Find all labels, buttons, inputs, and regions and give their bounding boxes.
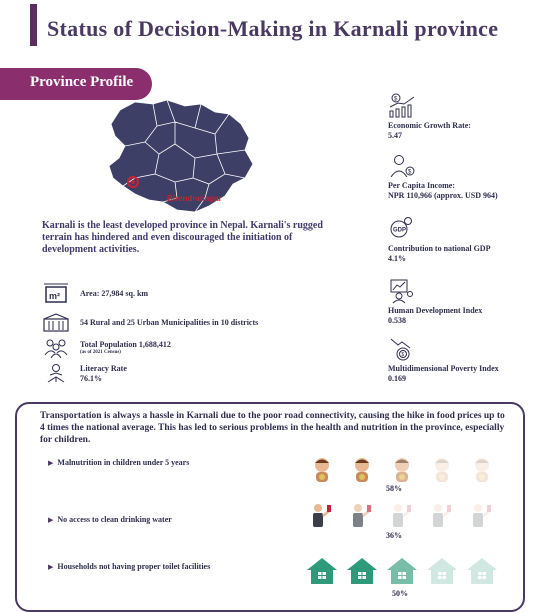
stat-gdp [388, 216, 538, 264]
stat-municipalities [42, 311, 258, 335]
stat-gdp-value: 4.1% [388, 254, 406, 263]
growth-chart-icon [388, 93, 418, 119]
svg-text:$: $ [401, 352, 405, 358]
indicator-malnutrition [48, 458, 218, 468]
person-income-icon [388, 153, 418, 179]
house-icon [422, 554, 462, 588]
icons-row-toilet [302, 554, 502, 588]
house-icon [462, 554, 502, 588]
indicator-value-malnutrition: 58% [386, 484, 402, 493]
area-m2-icon [42, 282, 70, 306]
stat-area [42, 282, 148, 306]
title-accent-bar [30, 4, 37, 46]
stat-population-sub: (as of 2021 Census) [80, 350, 121, 355]
province-profile-tab: Province Profile [0, 68, 152, 100]
stat-municipalities-text: 54 Rural and 25 Urban Municipalities in 10 districts [80, 318, 259, 327]
stat-hdi-label: Human Development Index [388, 306, 483, 315]
indicator-label: Households not having proper toilet facilities [57, 562, 211, 571]
indicator-label: No access to clean drinking water [57, 515, 172, 524]
child-icon [382, 454, 422, 488]
drinking-water-icon [382, 500, 422, 534]
house-icon [302, 554, 342, 588]
svg-text:GDP: GDP [393, 227, 407, 234]
drinking-water-icon [462, 500, 502, 534]
indicator-toilet [48, 562, 218, 572]
page-title: Status of Decision-Making in Karnali province [47, 16, 499, 41]
stat-literacy [42, 362, 127, 386]
child-icon [462, 454, 502, 488]
reader-icon [42, 362, 70, 386]
intro-text: Karnali is the least developed province in Nepal. Karnali's rugged terrain has hindered and even discouraged the initiation of development activities. [42, 220, 323, 255]
child-icon [342, 454, 382, 488]
stat-literacy-label: Literacy Rate [80, 364, 127, 373]
stat-poverty-label: Multidimensional Poverty Index [388, 364, 499, 373]
map-label-birendranagar: Birendranagar [167, 194, 222, 203]
svg-text:$: $ [408, 169, 412, 176]
gdp-icon [388, 216, 418, 242]
stat-literacy-value: 76.1% [80, 374, 102, 383]
population-icon [42, 336, 70, 360]
child-icon [422, 454, 462, 488]
stat-area-text: Area: 27,984 sq. km [80, 289, 149, 298]
stat-income-value: NPR 110,966 (approx. USD 964) [388, 191, 498, 200]
drinking-water-icon [302, 500, 342, 534]
stat-population [42, 336, 171, 360]
icons-row-malnutrition [302, 454, 502, 488]
child-icon [302, 454, 342, 488]
stat-income-label: Per Capita Income: [388, 181, 455, 190]
svg-text:$: $ [394, 96, 398, 103]
bullet-arrow-icon: ▶ [48, 459, 54, 467]
transport-text: Transportation is always a hassle in Karnali due to the poor road connectivity, causing the hike in food prices up to 4 times the national average. This has led to serious problems in the health and nutrition in the province, especially for children. [40, 411, 505, 445]
municipality-building-icon [42, 311, 70, 335]
stat-gdp-label: Contribution to national GDP [388, 244, 491, 253]
bullet-arrow-icon: ▶ [48, 516, 54, 524]
stat-growth-label: Economic Growth Rate: [388, 121, 471, 130]
indicator-water [48, 515, 218, 525]
stat-poverty [388, 336, 538, 384]
icons-row-water [302, 500, 502, 534]
drinking-water-icon [342, 500, 382, 534]
stat-growth [388, 93, 538, 141]
house-icon [382, 554, 422, 588]
drinking-water-icon [422, 500, 462, 534]
stat-hdi [388, 278, 538, 326]
stat-income [388, 153, 538, 201]
indicator-value-water: 36% [386, 531, 402, 540]
stat-poverty-value: 0.169 [388, 374, 406, 383]
bullet-arrow-icon: ▶ [48, 563, 54, 571]
house-icon [342, 554, 382, 588]
svg-text:m²: m² [49, 291, 60, 301]
indicator-label: Malnutrition in children under 5 years [57, 458, 190, 467]
hdi-icon [388, 278, 418, 304]
indicator-value-toilet: 50% [392, 589, 408, 598]
stat-hdi-value: 0.538 [388, 316, 406, 325]
stat-population-text: Total Population 1,688,412 [80, 340, 171, 349]
poverty-icon [388, 336, 418, 362]
stat-growth-value: 5.47 [388, 131, 402, 140]
